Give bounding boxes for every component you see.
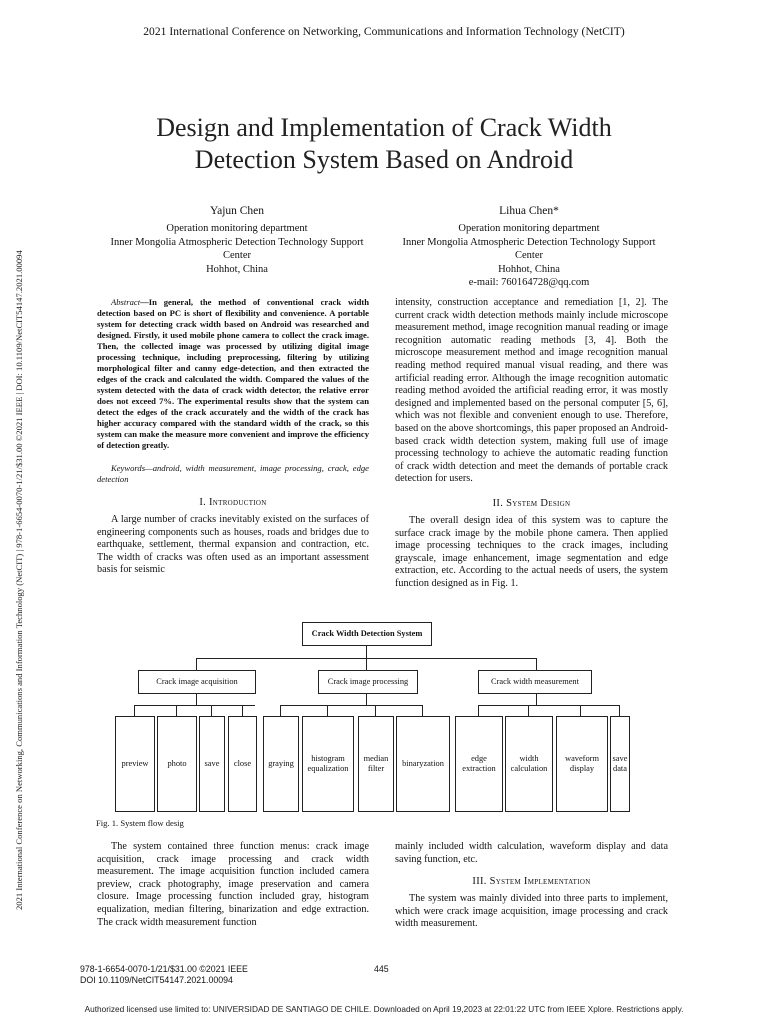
title-line-2: Detection System Based on Android: [194, 145, 574, 174]
diagram-leaf-box: edge extraction: [455, 716, 503, 812]
diagram-leaf-box: binaryzation: [396, 716, 450, 812]
system-functions-continued: mainly included width calculation, waveform display and data saving function, etc.: [395, 841, 668, 865]
side-doi-stamp: [14, 110, 30, 910]
diagram-connector: [366, 658, 367, 670]
author-affil-line: Hohhot, China: [206, 263, 268, 275]
implementation-paragraph: The system was mainly divided into three parts to implement, which were crack image acquisition, image processing and crack width measurement.: [395, 893, 668, 930]
figure-caption: Fig. 1. System flow desig: [96, 818, 184, 828]
diagram-group-box: Crack image processing: [318, 670, 418, 694]
diagram-connector: [375, 705, 376, 716]
diagram-leaf-box: preview: [115, 716, 155, 812]
system-design-paragraph: The overall design idea of this system was to capture the surface crack image by the mobile phone camera. Then applied image processing techniques to the crack images, including grayscale, image enhancement, image segmentation and edge extraction, etc. According to the actual needs of users, the system function designed as in Fig. 1.: [395, 514, 668, 589]
left-column: [97, 297, 369, 577]
diagram-connector: [196, 658, 197, 670]
diagram-group-box: Crack width measurement: [478, 670, 592, 694]
author-affil-line: Center: [223, 250, 251, 261]
side-doi-text: 2021 International Conference on Networking, Communications and Information Technology (NetCIT) | 978-1-6654-0070-1/21/$31.00 ©2021 IEEE | DOI: 10.1109/NetCIT54147.2021.00094: [14, 250, 24, 910]
diagram-connector: [536, 693, 537, 705]
author-affil-line: Inner Mongolia Atmospheric Detection Technology Support: [110, 236, 364, 248]
diagram-leaf-box: histogram equalization: [302, 716, 354, 812]
diagram-connector: [478, 705, 620, 706]
introduction-paragraph: A large number of cracks inevitably existed on the surfaces of engineering components such as houses, roads and bridges due to earthquake, settlement, thermal expansion and contraction, etc. The width of cracks was often used as an important assessment basis for seismic: [97, 514, 369, 576]
conference-header: 2021 International Conference on Networking, Communications and Information Technology (NetCIT): [143, 26, 625, 38]
system-flow-diagram: [112, 622, 632, 814]
author-block-2: [376, 204, 682, 290]
diagram-connector: [196, 693, 197, 705]
diagram-connector: [242, 705, 243, 716]
diagram-connector: [280, 705, 423, 706]
abstract: [97, 297, 369, 451]
diagram-group-box: Crack image acquisition: [138, 670, 256, 694]
diagram-root-box: Crack Width Detection System: [302, 622, 432, 646]
diagram-connector: [327, 705, 328, 716]
diagram-connector: [478, 705, 479, 716]
diagram-connector: [134, 705, 135, 716]
diagram-leaf-box: save: [199, 716, 225, 812]
title-line-1: Design and Implementation of Crack Width: [156, 113, 612, 142]
section-heading-introduction: I. Introduction: [199, 497, 267, 508]
section-heading-implementation: III. System Implementation: [472, 876, 591, 888]
diagram-connector: [422, 705, 423, 716]
system-functions-paragraph: The system contained three function menus: crack image acquisition, crack image processing and crack width measurement. The image acquisition function included camera preview, crack photography, image preservation and camera closure. Image processing function included gray, histogram equalization, median filtering, binarization and edge extraction. The crack width measurement function: [97, 841, 369, 928]
diagram-connector: [366, 645, 367, 658]
bottom-left-column: [97, 841, 369, 929]
diagram-leaf-box: median filter: [358, 716, 394, 812]
license-notice: Authorized licensed use limited to: UNIVERSIDAD DE SANTIAGO DE CHILE. Downloaded on April 19,2023 at 22:01:22 UTC from IEEE Xplore. Restrictions apply.: [84, 1004, 684, 1014]
diagram-leaf-box: save data: [610, 716, 630, 812]
diagram-leaf-box: waveform display: [556, 716, 608, 812]
diagram-connector: [528, 705, 529, 716]
paper-title: [80, 112, 688, 176]
diagram-connector: [366, 693, 367, 705]
author-email: e-mail: 760164728@qq.com: [468, 277, 590, 288]
diagram-leaf-box: graying: [263, 716, 299, 812]
footer-doi: DOI 10.1109/NetCIT54147.2021.00094: [80, 975, 233, 985]
author-affil-line: Hohhot, China: [498, 263, 560, 275]
footer-isbn: 978-1-6654-0070-1/21/$31.00 ©2021 IEEE: [80, 964, 248, 974]
keywords: Keywords—android, width measurement, image processing, crack, edge detection: [97, 463, 369, 484]
diagram-leaf-box: photo: [157, 716, 197, 812]
diagram-connector: [580, 705, 581, 716]
bottom-right-column: [395, 841, 668, 931]
diagram-connector: [176, 705, 177, 716]
diagram-connector: [211, 705, 212, 716]
page-number: 445: [374, 964, 389, 974]
diagram-connector: [280, 705, 281, 716]
abstract-text: —In general, the method of conventional crack width detection based on PC is short of flexibility and convenience. A portable system for detecting crack width based on Android was researched and designed. Firstly, it used mobile phone camera to collect the crack image. Then, the collected image was processed by utilizing digital image processing technique, including preprocessing, filtering by utilizing morphological filter and canny edge-detection, and then extracted the edges of the crack and calculated the width. Compared the values of the system detected with the data of crack width detector, the relative error does not exceed 7%. The experimental results show that the system can detect the edges of the crack accurately and the width of the crack has higher accuracy compared with the standard width of the crack, so this system can make the measure more convenient and improve the efficiency of detection greatly.: [97, 297, 369, 450]
author-block-1: [84, 204, 390, 276]
footer-identifiers: [80, 964, 248, 986]
introduction-continued: intensity, construction acceptance and remediation [1, 2]. The current crack width detection methods mainly include microscope measurement method, image recognition manual reading or image recognition automatic reading methods [3, 4]. Both the microscope measurement method and image recognition manual reading method required manual visual reading, and there was artificial reading error. Although the image recognition automatic reading method avoided the artificial reading error, it was mostly designed and implemented based on the personal computer [5, 6], which was not flexible and convenient enough to use. Therefore, based on the above shortcomings, this paper proposed an Android-based crack width detection system, making full use of image processing technology to achieve the automatic reading function of crack width detection and meet the demands of portable crack detection for users.: [395, 297, 668, 485]
author-name: Lihua Chen*: [499, 205, 559, 217]
author-affil-line: Center: [515, 250, 543, 261]
abstract-label: Abstract: [111, 297, 141, 307]
diagram-leaf-box: width calculation: [505, 716, 553, 812]
author-affil-line: Operation monitoring department: [458, 223, 600, 234]
diagram-connector: [619, 705, 620, 716]
author-affil-line: Inner Mongolia Atmospheric Detection Technology Support: [402, 236, 656, 248]
right-column: [395, 297, 668, 590]
author-name: Yajun Chen: [209, 205, 265, 217]
diagram-connector: [134, 705, 255, 706]
section-heading-system-design: II. System Design: [492, 497, 571, 509]
diagram-leaf-box: close: [228, 716, 257, 812]
diagram-connector: [536, 658, 537, 670]
author-affil-line: Operation monitoring department: [166, 223, 308, 234]
